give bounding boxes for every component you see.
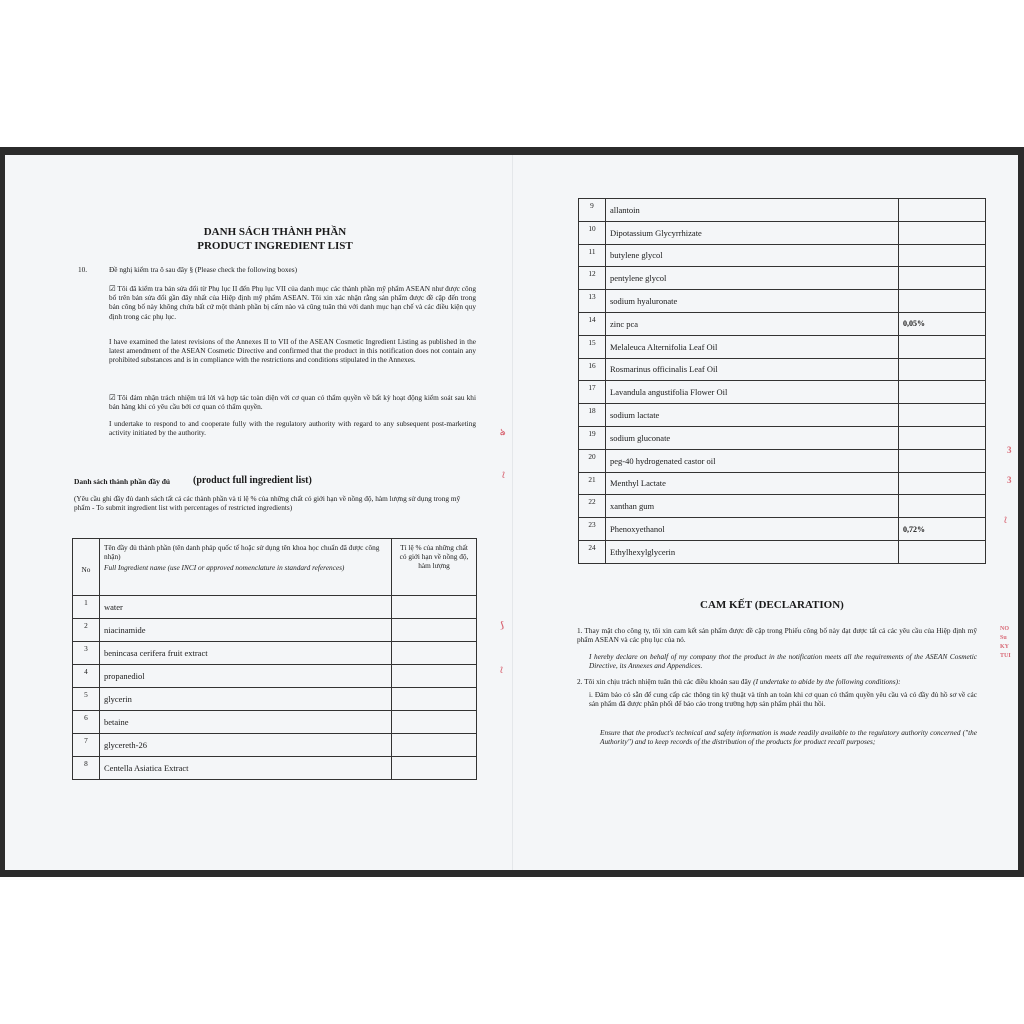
ingredient-percentage: [899, 404, 986, 427]
table-row: [73, 734, 477, 757]
row-number: 10: [579, 221, 606, 244]
ingredient-name: Lavandula angustifolia Flower Oil: [606, 381, 899, 404]
row-number: 18: [579, 404, 606, 427]
ingredient-percentage: [392, 757, 477, 780]
ingredient-name: pentylene glycol: [606, 267, 899, 290]
table-row: [73, 596, 477, 619]
row-number: 24: [579, 540, 606, 563]
table-header-row: [73, 539, 477, 596]
table-row: [579, 540, 986, 563]
ingredient-name: zinc pca: [606, 312, 899, 335]
col-name-header: [100, 539, 392, 596]
table-row: [579, 495, 986, 518]
ingredient-name: Melaleuca Alternifolia Leaf Oil: [606, 335, 899, 358]
ingredient-name: allantoin: [606, 199, 899, 222]
ingredient-percentage: [392, 642, 477, 665]
full-list-title-vi: Danh sách thành phần đầy đủ: [74, 477, 171, 486]
table-row: [579, 404, 986, 427]
stamp-mark: 3: [1007, 475, 1012, 485]
page-title-vi: DANH SÁCH THÀNH PHẦN: [203, 226, 347, 238]
table-row: [73, 757, 477, 780]
item-number: 10.: [78, 265, 88, 274]
ingredient-table-right: [578, 198, 986, 564]
declaration-2i-en: Ensure that the product's technical and safety information is made readily available to the regulatory authority concerned ("the Authority") and to keep records of the distribution of the products for product recall purposes;: [600, 728, 977, 747]
ingredient-name: Dipotassium Glycyrrhizate: [606, 221, 899, 244]
ingredient-percentage: [899, 426, 986, 449]
ingredient-percentage: [899, 449, 986, 472]
ingredient-percentage: [899, 290, 986, 313]
table-row: [579, 381, 986, 404]
ingredient-name: Ethylhexylglycerin: [606, 540, 899, 563]
table-row: [579, 358, 986, 381]
table-row: [579, 518, 986, 541]
ingredient-percentage: [899, 381, 986, 404]
table-row: [73, 665, 477, 688]
ingredient-percentage: [899, 335, 986, 358]
row-number: 9: [579, 199, 606, 222]
row-number: 14: [579, 312, 606, 335]
ingredient-name: Rosmarinus officinalis Leaf Oil: [606, 358, 899, 381]
ingredient-percentage: [392, 711, 477, 734]
ingredient-percentage: [899, 540, 986, 563]
row-number: 19: [579, 426, 606, 449]
ingredient-percentage: [899, 472, 986, 495]
row-number: 15: [579, 335, 606, 358]
stamp-mark: ঌ: [500, 427, 506, 437]
ingredient-name: Phenoxyethanol: [606, 518, 899, 541]
row-number: 2: [73, 619, 100, 642]
table-row: [579, 221, 986, 244]
ingredient-percentage: [392, 734, 477, 757]
ingredient-percentage: 0,72%: [899, 518, 986, 541]
table-row: [579, 267, 986, 290]
row-number: 12: [579, 267, 606, 290]
stamp-mark: ⟅: [1004, 516, 1008, 524]
ingredient-percentage: 0,05%: [899, 312, 986, 335]
page-fold: [512, 155, 513, 870]
table-row: [73, 711, 477, 734]
row-number: 16: [579, 358, 606, 381]
checkbox-1-text-en: I have examined the latest revisions of the Annexes II to VII of the ASEAN Cosmetic Ingredient Listing as published in the latest amendment of the ASEAN Cosmetic Directive and confirmed that the product in this notification does not contain any prohibited substances and is in compliance with the restrictions and conditions stipulated in the Annexes.: [109, 337, 476, 365]
declaration-2-en: (I undertake to abide by the following conditions):: [753, 677, 901, 686]
table-row: [579, 244, 986, 267]
table-row: [579, 426, 986, 449]
table-row: [579, 335, 986, 358]
ingredient-name: peg-40 hydrogenated castor oil: [606, 449, 899, 472]
ingredient-name: sodium gluconate: [606, 426, 899, 449]
declaration-title: CAM KẾT (DECLARATION): [700, 599, 844, 611]
row-number: 7: [73, 734, 100, 757]
ingredient-percentage: [392, 665, 477, 688]
stamp-mark: ⟆: [500, 620, 505, 630]
stamp-mark: ⟅: [500, 666, 504, 674]
ingredient-name: sodium lactate: [606, 404, 899, 427]
ingredient-table-left: [72, 538, 477, 780]
table-row: [73, 642, 477, 665]
row-number: 3: [73, 642, 100, 665]
row-number: 6: [73, 711, 100, 734]
stamp-mark: 3: [1007, 445, 1012, 455]
table-row: [579, 290, 986, 313]
checkbox-1-text-vi: ☑ Tôi đã kiểm tra bản sửa đổi từ Phụ lục II đến Phụ lục VII của danh mục các thành phần mỹ phẩm ASEAN như được công bố trên bản sửa đổi gần đây nhất của Hiệp định mỹ phẩm ASEAN. Tôi xin xác nhận rằng sản phẩm được đề cập đến trong bản công bố này không chứa bất cứ một thành phần bị cấm nào và cũng tuân thủ với danh mục hạn chế và các điều kiện quy định trong các phụ lục.: [109, 284, 476, 321]
ingredient-name: niacinamide: [100, 619, 392, 642]
ingredient-name: butylene glycol: [606, 244, 899, 267]
row-number: 20: [579, 449, 606, 472]
row-number: 13: [579, 290, 606, 313]
stamp-mark: ⟅: [502, 471, 506, 479]
row-number: 17: [579, 381, 606, 404]
col-pct-header: Tỉ lệ % của những chất có giới hạn về nồng độ, hàm lượng: [392, 539, 477, 596]
declaration-2i-vi: i. Đảm bảo có sẵn để cung cấp các thông tin kỹ thuật và tính an toàn khi cơ quan có thẩm quyền yêu cầu và có đầy đủ hồ sơ về các sản phẩm đã được phân phối để báo cáo trong trường hợp sản phẩm phải thu hồi.: [589, 690, 977, 709]
table-row: [579, 472, 986, 495]
ingredient-name: glycereth-26: [100, 734, 392, 757]
ingredient-percentage: [392, 596, 477, 619]
ingredient-name: xanthan gum: [606, 495, 899, 518]
ingredient-percentage: [899, 244, 986, 267]
ingredient-percentage: [899, 221, 986, 244]
row-number: 5: [73, 688, 100, 711]
ingredient-percentage: [899, 495, 986, 518]
ingredient-name: betaine: [100, 711, 392, 734]
checkbox-2-text-en: I undertake to respond to and cooperate fully with the regulatory authority with regard to any subsequent post-marketing activity initiated by the authority.: [109, 419, 476, 438]
declaration-1-vi: 1. Thay mặt cho công ty, tôi xin cam kết sản phẩm được đề cập trong Phiếu công bố này đạt được tất cả các yêu cầu của Hiệp định mỹ phẩm ASEAN và các phụ lục của nó.: [577, 626, 977, 645]
ingredient-name: glycerin: [100, 688, 392, 711]
ingredient-percentage: [392, 688, 477, 711]
row-number: 11: [579, 244, 606, 267]
full-list-note: (Yêu cầu ghi đầy đủ danh sách tất cả các thành phần và tỉ lệ % của những chất có giới hạn về nồng độ, hàm lượng sử dụng trong mỹ phẩm - To submit ingredient list with percentages of restricted ingredients): [74, 494, 461, 513]
row-number: 8: [73, 757, 100, 780]
col-name-header-vi: Tên đầy đủ thành phần (tên danh pháp quốc tế hoặc sử dụng tên khoa học chuẩn đã được công nhận): [104, 543, 380, 561]
full-list-title-en: (product full ingredient list): [193, 475, 312, 486]
table-row: [73, 688, 477, 711]
item-intro: Đề nghị kiểm tra ô sau đây § (Please check the following boxes): [109, 265, 298, 274]
row-number: 21: [579, 472, 606, 495]
declaration-1-en: I hereby declare on behalf of my company thot the product in the notification meets all the requirements of the ASEAN Cosmetic Directive, its Annexes and Appendices.: [589, 652, 977, 671]
ingredient-name: water: [100, 596, 392, 619]
row-number: 4: [73, 665, 100, 688]
row-number: 22: [579, 495, 606, 518]
stamp-mark: NO Su KY TUI: [1000, 626, 1011, 659]
ingredient-name: Centella Asiatica Extract: [100, 757, 392, 780]
col-no-header: No: [73, 539, 100, 596]
ingredient-name: Menthyl Lactate: [606, 472, 899, 495]
ingredient-percentage: [899, 267, 986, 290]
col-name-header-en: Full Ingredient name (use INCI or approved nomenclature in standard references): [104, 563, 345, 572]
declaration-2: [577, 677, 977, 686]
row-number: 23: [579, 518, 606, 541]
table-row: [579, 312, 986, 335]
ingredient-name: propanediol: [100, 665, 392, 688]
ingredient-percentage: [899, 358, 986, 381]
ingredient-percentage: [392, 619, 477, 642]
declaration-2-vi: 2. Tôi xin chịu trách nhiệm tuân thủ các điều khoản sau đây: [577, 677, 752, 686]
ingredient-name: benincasa cerifera fruit extract: [100, 642, 392, 665]
row-number: 1: [73, 596, 100, 619]
page-title-en: PRODUCT INGREDIENT LIST: [197, 240, 353, 252]
table-row: [73, 619, 477, 642]
ingredient-percentage: [899, 199, 986, 222]
ingredient-name: sodium hyaluronate: [606, 290, 899, 313]
table-row: [579, 199, 986, 222]
checkbox-2-text-vi: ☑ Tôi đảm nhận trách nhiệm trả lời và hợp tác toàn diện với cơ quan có thẩm quyền về bất kỳ hoạt động kiểm soát sau khi bán hàng khi có yêu cầu bởi cơ quan có thẩm quyền.: [109, 393, 476, 412]
table-row: [579, 449, 986, 472]
